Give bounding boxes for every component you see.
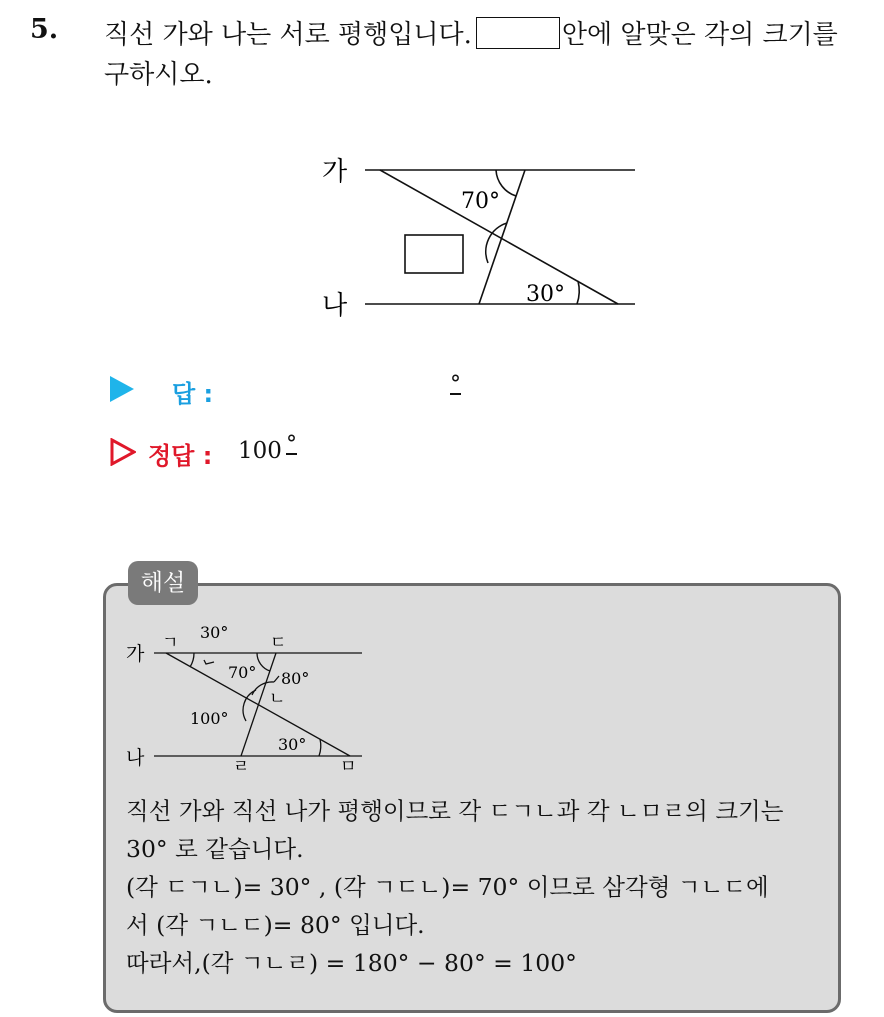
solution-arrow-80 bbox=[274, 676, 279, 682]
question-number: 5. bbox=[30, 14, 59, 45]
solution-arc-30-top bbox=[190, 653, 194, 667]
solution-figure bbox=[124, 622, 374, 774]
solution-angle-30-top: 30° bbox=[200, 623, 229, 642]
solution-angle-70: 70° bbox=[228, 663, 257, 682]
correct-answer-label: 정답 : bbox=[148, 442, 213, 470]
question-text-part1: 직선 가와 나는 서로 평행입니다. bbox=[104, 20, 472, 50]
point-label-g: ㄱ bbox=[162, 633, 179, 653]
angle-arc-unknown bbox=[486, 223, 507, 263]
answer-row bbox=[110, 372, 510, 406]
question-text bbox=[104, 14, 838, 51]
outline-arrow-icon bbox=[110, 438, 136, 466]
solution-angle-30-bottom: 30° bbox=[278, 735, 307, 754]
answer-degree-symbol[interactable]: ° bbox=[450, 372, 461, 397]
question-text-part2: 안에 알맞은 각의 크기를 bbox=[561, 20, 838, 50]
correct-answer-degree: ° bbox=[286, 432, 297, 457]
point-label-n: ㄴ bbox=[269, 689, 286, 709]
point-label-d: ㄷ bbox=[270, 633, 287, 653]
solution-angle-80: 80° bbox=[281, 669, 310, 688]
solution-text-line: 직선 가와 직선 나가 평행이므로 각 ㄷㄱㄴ과 각 ㄴㅁㄹ의 크기는 bbox=[126, 797, 784, 825]
line-label-top: 가 bbox=[322, 157, 348, 187]
unknown-angle-box bbox=[405, 235, 463, 273]
solution-arc-30-bottom bbox=[319, 739, 321, 756]
play-arrow-icon bbox=[110, 376, 134, 402]
solution-line-label-top: 가 bbox=[126, 643, 145, 665]
correct-answer-value: 100 bbox=[238, 438, 282, 464]
solution-angle-100: 100° bbox=[190, 709, 229, 728]
solution-arrow-30 bbox=[204, 660, 214, 664]
angle-label-70: 70° bbox=[461, 189, 500, 214]
point-label-m: ㅁ bbox=[340, 757, 357, 774]
correct-answer-row bbox=[110, 432, 510, 468]
answer-blank-box bbox=[476, 17, 560, 49]
solution-line-label-bottom: 나 bbox=[126, 747, 145, 769]
point-label-r: ㄹ bbox=[233, 757, 250, 774]
solution-text-line: 따라서,(각 ㄱㄴㄹ) = 180° − 80° = 100° bbox=[126, 949, 577, 977]
question-figure bbox=[320, 150, 650, 320]
answer-label: 답 : bbox=[172, 380, 214, 408]
angle-label-30: 30° bbox=[526, 282, 565, 307]
solution-text-line: 서 (각 ㄱㄴㄷ)= 80° 입니다. bbox=[126, 911, 425, 939]
solution-tab: 해설 bbox=[128, 561, 198, 605]
question-text-line2: 구하시오. bbox=[104, 60, 213, 90]
solution-arc-70 bbox=[257, 653, 270, 671]
solution-text-line: (각 ㄷㄱㄴ)= 30° , (각 ㄱㄷㄴ)= 70° 이므로 삼각형 ㄱㄴㄷ에 bbox=[126, 873, 769, 901]
angle-arc-30 bbox=[577, 281, 579, 304]
line-label-bottom: 나 bbox=[322, 291, 348, 320]
solution-text-line: 30° 로 같습니다. bbox=[126, 835, 304, 863]
